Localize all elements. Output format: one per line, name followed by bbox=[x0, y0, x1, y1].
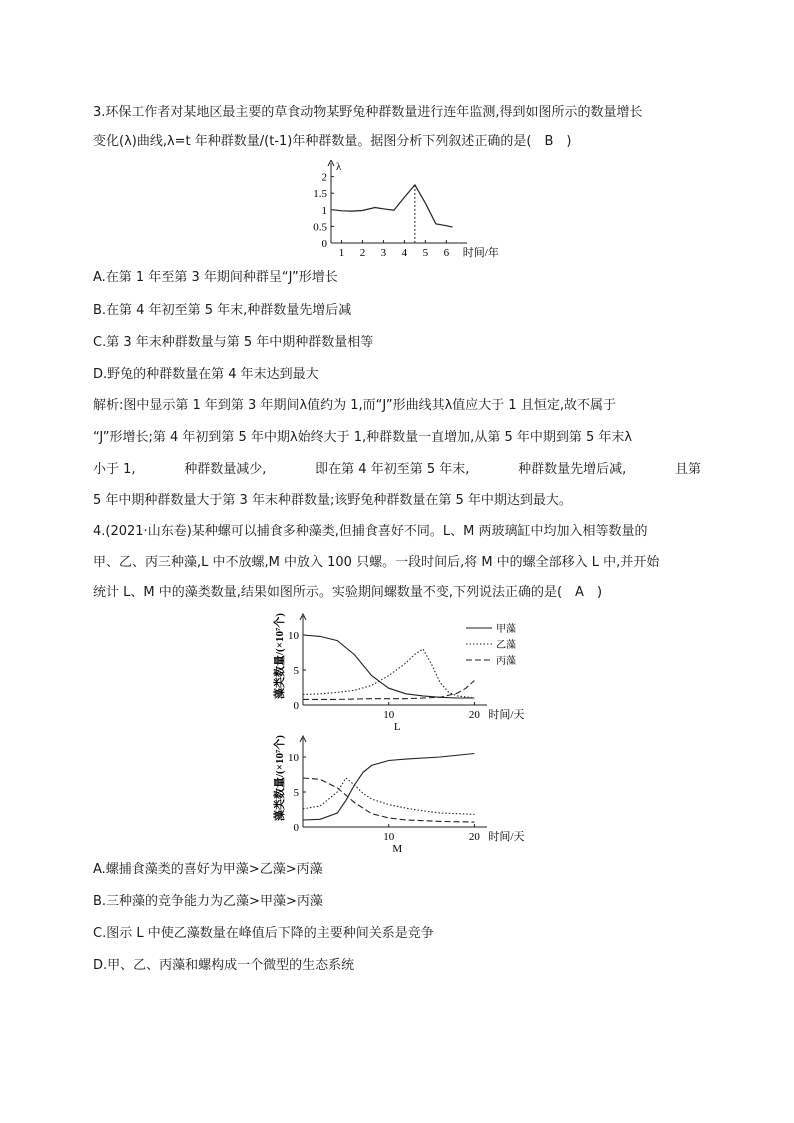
x-tick-label: 6 bbox=[443, 247, 450, 259]
q3-option-b: B.在第 4 年初至第 5 年末,种群数量先增后减 bbox=[93, 303, 352, 318]
series-line-甲藻 bbox=[303, 754, 474, 821]
panel-label: M bbox=[392, 843, 403, 854]
q4-option-d: D.甲、乙、丙藻和螺构成一个微型的生态系统 bbox=[93, 958, 355, 973]
x-axis-label: 时间/年 bbox=[462, 247, 499, 259]
series-line-乙藻 bbox=[303, 649, 474, 698]
y-tick-label: 5 bbox=[293, 665, 299, 677]
x-tick-label: 3 bbox=[380, 247, 387, 259]
y-tick-label: 0 bbox=[321, 238, 327, 250]
algae-chart-l bbox=[268, 610, 533, 732]
series-line-丙藻 bbox=[303, 778, 474, 822]
panel-label: L bbox=[393, 721, 401, 732]
series-line-甲藻 bbox=[303, 635, 474, 698]
q4-option-c: C.图示 L 中使乙藻数量在峰值后下降的主要种间关系是竞争 bbox=[93, 926, 434, 941]
analysis-segment: 种群数量先增后减, bbox=[518, 462, 627, 477]
x-axis-label: 时间/天 bbox=[488, 831, 525, 843]
q4-stem-line-2: 甲、乙、丙三种藻,L 中不放螺,M 中放入 100 只螺。一段时间后,将 M 中的螺全部移入 L 中,并开始 bbox=[93, 555, 660, 570]
y-tick-label: 10 bbox=[288, 752, 299, 764]
y-tick-label: 0 bbox=[293, 822, 299, 834]
x-tick-label: 20 bbox=[468, 709, 480, 721]
y-tick-label: 0.5 bbox=[313, 221, 327, 234]
analysis-segment: 即在第 4 年初至第 5 年末, bbox=[315, 462, 470, 477]
q3-option-c: C.第 3 年末种群数量与第 5 年中期种群数量相等 bbox=[93, 335, 374, 350]
x-tick-label: 10 bbox=[383, 831, 395, 843]
x-tick-label: 20 bbox=[468, 831, 480, 843]
q4-stem-line-1: 4.(2021·山东卷)某种螺可以捕食多种藻类,但捕食喜好不同。L、M 两玻璃缸中均加入相等数量的 bbox=[93, 524, 648, 539]
analysis-segment: 种群数量减少, bbox=[184, 462, 267, 477]
q4-option-a: A.螺捕食藻类的喜好为甲藻>乙藻>丙藻 bbox=[93, 862, 323, 877]
q3-analysis-line-2: “J”形增长;第 4 年初到第 5 年中期λ始终大于 1,种群数量一直增加,从第 5 年中期到第 5 年末λ bbox=[93, 430, 633, 445]
x-tick-label: 2 bbox=[359, 247, 366, 259]
y-axis-label: λ bbox=[336, 161, 342, 173]
legend-label: 甲藻 bbox=[496, 624, 516, 635]
q4-stem-line-3: 统计 L、M 中的藻类数量,结果如图所示。实验期间螺数量不变,下列说法正确的是( A ) bbox=[93, 585, 603, 600]
series-line-丙藻 bbox=[303, 681, 474, 700]
x-tick-label: 4 bbox=[401, 247, 408, 259]
x-axis-label: 时间/天 bbox=[488, 709, 525, 721]
lambda-chart bbox=[305, 160, 505, 260]
x-tick-label: 1 bbox=[338, 247, 345, 259]
q3-option-a: A.在第 1 年至第 3 年期间种群呈“J”形增长 bbox=[93, 270, 338, 285]
series-line-乙藻 bbox=[303, 778, 474, 814]
q3-stem-line-2: 变化(λ)曲线,λ=t 年种群数量/(t-1)年种群数量。据图分析下列叙述正确的是( B ) bbox=[93, 134, 572, 149]
y-tick-label: 1.5 bbox=[313, 188, 327, 201]
algae-chart-m bbox=[268, 732, 533, 854]
x-tick-label: 10 bbox=[383, 709, 395, 721]
x-tick-label: 5 bbox=[422, 247, 429, 259]
analysis-segment: 小于 1, bbox=[93, 462, 136, 477]
y-axis-label: 藻类数量/(×10⁷个) bbox=[274, 735, 286, 821]
y-tick-label: 10 bbox=[288, 630, 299, 642]
q3-stem-line-1: 3.环保工作者对某地区最主要的草食动物某野兔种群数量进行连年监测,得到如图所示的数量增长 bbox=[93, 105, 643, 120]
q3-option-d: D.野兔的种群数量在第 4 年末达到最大 bbox=[93, 367, 319, 382]
y-tick-label: 1 bbox=[321, 204, 327, 217]
lambda-series-line bbox=[333, 185, 453, 227]
q4-option-b: B.三种藻的竞争能力为乙藻>甲藻>丙藻 bbox=[93, 894, 323, 909]
q3-analysis-line-3 bbox=[93, 461, 701, 479]
y-tick-label: 2 bbox=[321, 171, 327, 184]
y-tick-label: 0 bbox=[293, 700, 299, 712]
legend-label: 丙藻 bbox=[496, 656, 516, 667]
y-axis-label: 藻类数量/(×10⁷个) bbox=[274, 613, 286, 699]
q3-analysis-line-4: 5 年中期种群数量大于第 3 年末种群数量;该野兔种群数量在第 5 年中期达到最大。 bbox=[93, 493, 572, 508]
y-tick-label: 5 bbox=[293, 787, 299, 799]
legend-label: 乙藻 bbox=[496, 640, 516, 651]
analysis-segment: 且第 bbox=[674, 462, 701, 477]
q3-analysis-line-1: 解析:图中显示第 1 年到第 3 年期间λ值约为 1,而“J”形曲线其λ值应大于 1 且恒定,故不属于 bbox=[93, 398, 616, 413]
